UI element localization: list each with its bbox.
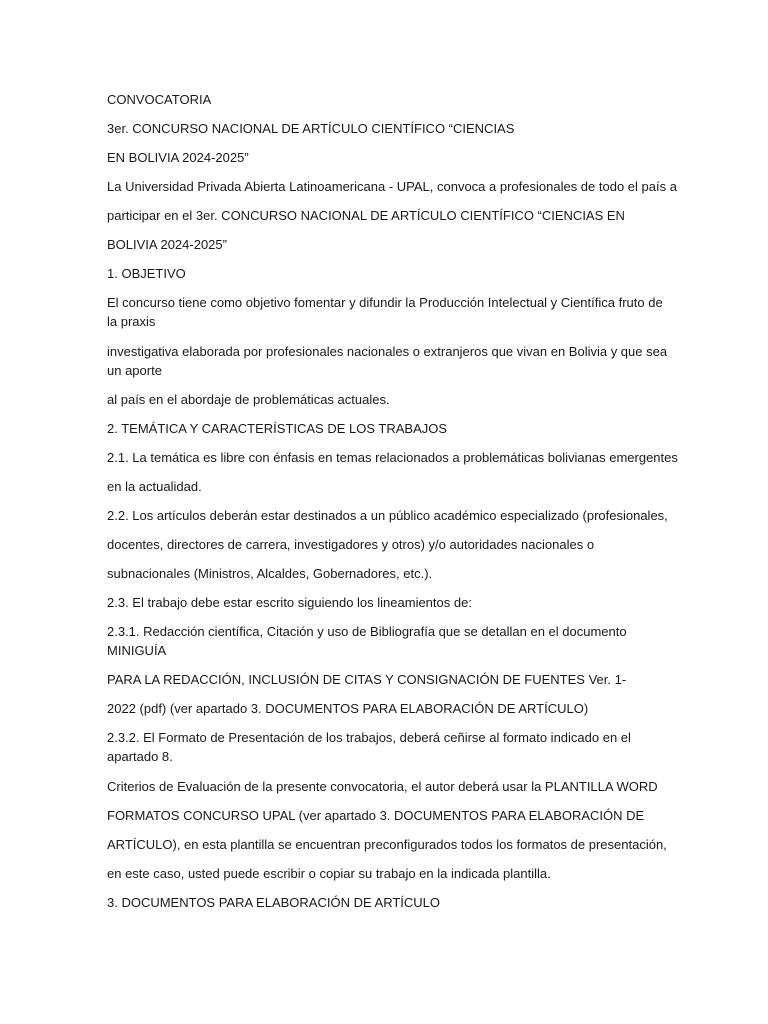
- doc-paragraph-line: BOLIVIA 2024-2025”: [107, 237, 227, 252]
- doc-paragraph-line: 2.1. La temática es libre con énfasis en temas relacionados a problemáticas bolivianas emergentes: [107, 450, 678, 465]
- doc-paragraph-line: 2.3.1. Redacción científica, Citación y uso de Bibliografía que se detallan en el documento: [107, 624, 627, 639]
- doc-paragraph-line: 2.3.2. El Formato de Presentación de los trabajos, deberá ceñirse al formato indicado en el: [107, 730, 631, 745]
- doc-title-line-2: EN BOLIVIA 2024-2025”: [107, 150, 249, 165]
- doc-paragraph-line: apartado 8.: [107, 749, 173, 764]
- doc-paragraph-line: FORMATOS CONCURSO UPAL (ver apartado 3. DOCUMENTOS PARA ELABORACIÓN DE: [107, 808, 645, 823]
- doc-paragraph-line: un aporte: [107, 363, 162, 378]
- doc-paragraph-line: Criterios de Evaluación de la presente convocatoria, el autor deberá usar la PLANTILLA WORD: [107, 779, 658, 794]
- doc-paragraph-line: en este caso, usted puede escribir o copiar su trabajo en la indicada plantilla.: [107, 866, 551, 881]
- doc-paragraph-line: La Universidad Privada Abierta Latinoamericana - UPAL, convoca a profesionales de todo el país a: [107, 179, 677, 194]
- doc-paragraph-line: 2022 (pdf) (ver apartado 3. DOCUMENTOS PARA ELABORACIÓN DE ARTÍCULO): [107, 701, 589, 716]
- doc-section-heading-documentos: 3. DOCUMENTOS PARA ELABORACIÓN DE ARTÍCULO: [107, 895, 441, 910]
- doc-paragraph-line: docentes, directores de carrera, investigadores y otros) y/o autoridades nacionales o: [107, 537, 595, 552]
- doc-paragraph-line: 2.2. Los artículos deberán estar destinados a un público académico especializado (profesionales,: [107, 508, 668, 523]
- doc-section-heading-tematica: 2. TEMÁTICA Y CARACTERÍSTICAS DE LOS TRABAJOS: [107, 421, 448, 436]
- doc-section-heading-objetivo: 1. OBJETIVO: [107, 266, 186, 281]
- doc-title-line-1: 3er. CONCURSO NACIONAL DE ARTÍCULO CIENTÍFICO “CIENCIAS: [107, 121, 515, 136]
- doc-heading-convocatoria: CONVOCATORIA: [107, 92, 212, 107]
- doc-paragraph-line: MINIGUÍA: [107, 643, 167, 658]
- doc-paragraph-line: la praxis: [107, 314, 156, 329]
- doc-paragraph-line: subnacionales (Ministros, Alcaldes, Gobernadores, etc.).: [107, 566, 433, 581]
- doc-paragraph-line: al país en el abordaje de problemáticas actuales.: [107, 392, 390, 407]
- doc-paragraph-line: en la actualidad.: [107, 479, 202, 494]
- doc-paragraph-line: El concurso tiene como objetivo fomentar y difundir la Producción Intelectual y Científica fruto de: [107, 295, 663, 310]
- doc-paragraph-line: 2.3. El trabajo debe estar escrito siguiendo los lineamientos de:: [107, 595, 472, 610]
- doc-paragraph-line: investigativa elaborada por profesionales nacionales o extranjeros que vivan en Bolivia y que sea: [107, 344, 668, 359]
- doc-paragraph-line: participar en el 3er. CONCURSO NACIONAL DE ARTÍCULO CIENTÍFICO “CIENCIAS EN: [107, 208, 625, 223]
- doc-paragraph-line: ARTÍCULO), en esta plantilla se encuentran preconfigurados todos los formatos de presentación,: [107, 837, 667, 852]
- doc-paragraph-line: PARA LA REDACCIÓN, INCLUSIÓN DE CITAS Y CONSIGNACIÓN DE FUENTES Ver. 1-: [107, 672, 627, 687]
